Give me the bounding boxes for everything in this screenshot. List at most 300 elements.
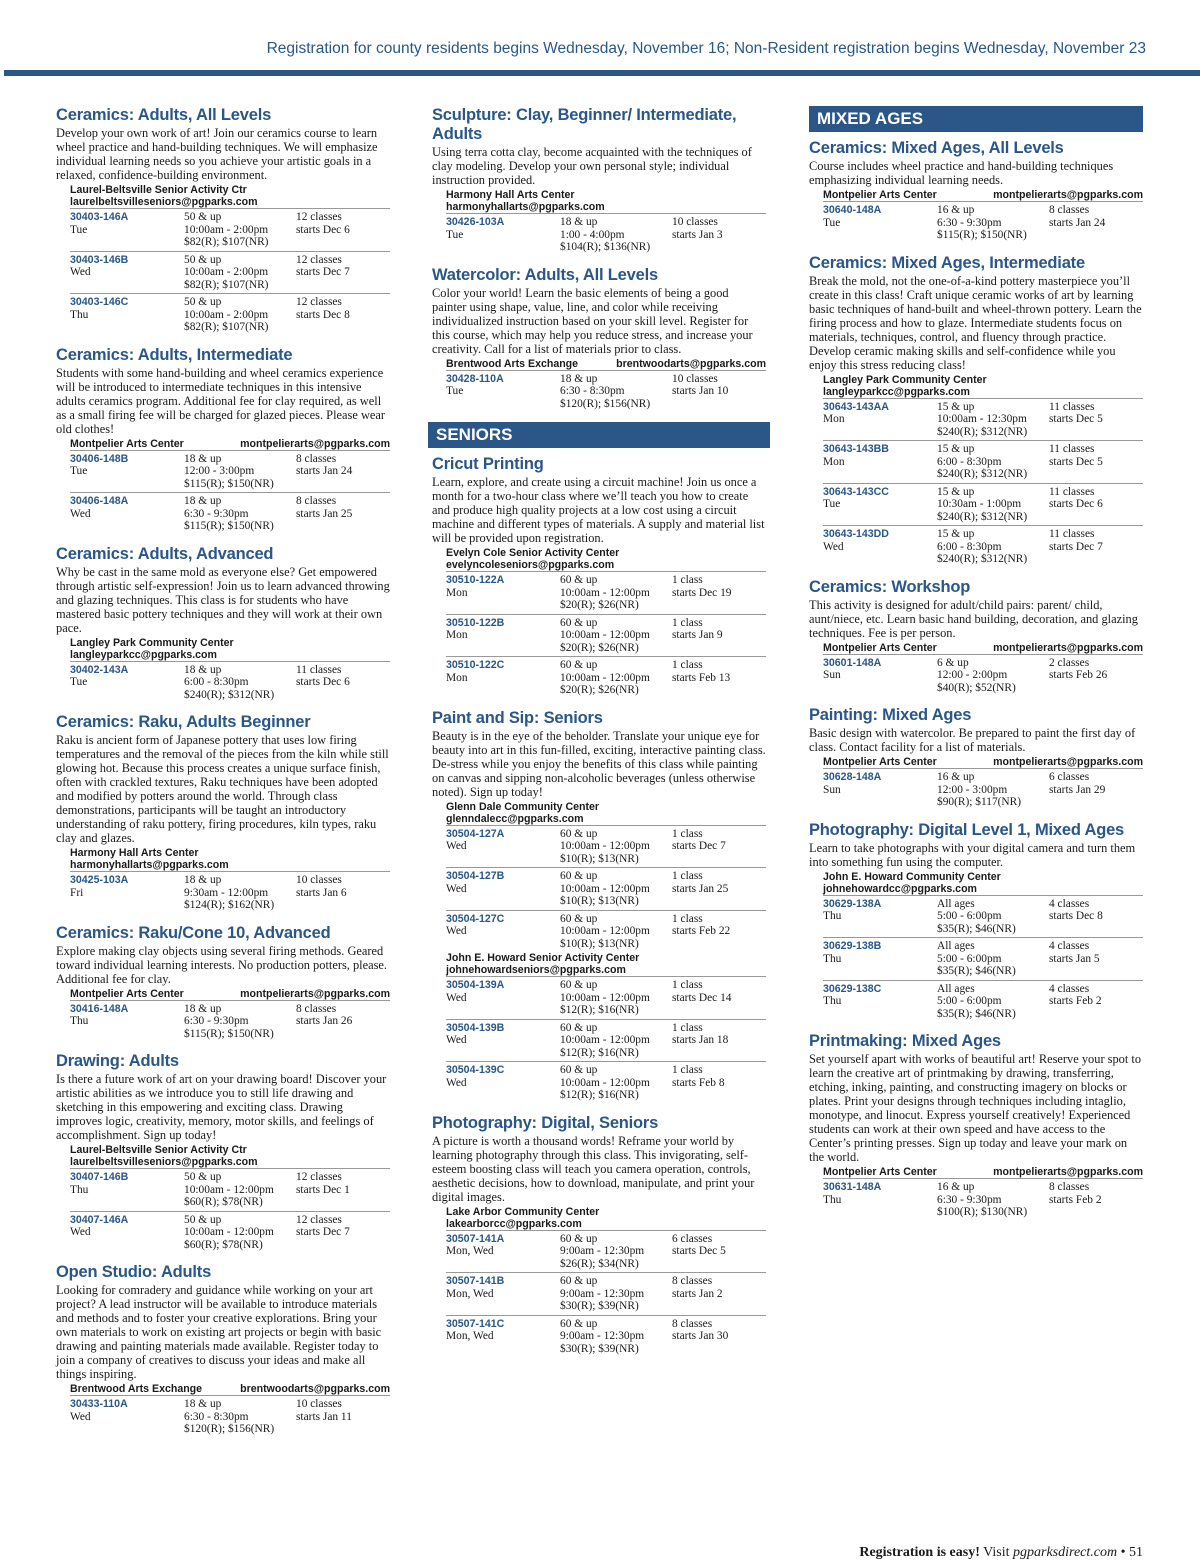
session-fee: $82(R); $107(NR) <box>184 236 269 248</box>
session-row <box>823 483 1143 526</box>
session-spacer <box>823 1008 937 1021</box>
session-spacer <box>823 682 937 695</box>
course-listing <box>432 1114 766 1358</box>
session-age: 18 & up <box>560 372 598 385</box>
session-age: 18 & up <box>184 1002 222 1015</box>
session-age: 16 & up <box>937 1181 975 1193</box>
course-title: Ceramics: Adults, Advanced <box>56 544 274 563</box>
session-start: starts Dec 14 <box>672 991 732 1004</box>
location-name: Harmony Hall Arts Center <box>446 189 575 201</box>
column-2 <box>432 106 766 1367</box>
session-age: 60 & up <box>560 912 598 925</box>
session-start: starts Jan 29 <box>1049 783 1106 796</box>
session-age: 15 & up <box>937 528 975 540</box>
course-listing <box>56 545 390 704</box>
session-count: 1 class <box>672 1064 703 1076</box>
session-spacer <box>70 1028 184 1041</box>
session-spacer <box>823 229 937 242</box>
course-code[interactable]: 30406-148B <box>70 452 129 465</box>
session-row <box>446 370 766 413</box>
session-start: starts Jan 24 <box>296 465 353 477</box>
location-email[interactable]: montpelierarts@pgparks.com <box>240 437 390 450</box>
session-spacer <box>446 1300 560 1313</box>
session-fee: $40(R); $52(NR) <box>937 681 1016 694</box>
session-start: starts Dec 7 <box>672 840 726 852</box>
session-row <box>823 654 1143 697</box>
session-time: 10:00am - 12:30pm <box>937 413 1027 425</box>
course-code[interactable]: 30504-139A <box>446 979 505 991</box>
course-code[interactable]: 30407-146A <box>70 1213 129 1226</box>
session-spacer <box>823 923 937 936</box>
session-day: Thu <box>823 952 842 965</box>
session-day: Wed <box>70 1226 91 1238</box>
session-day: Wed <box>446 840 467 852</box>
session-day: Wed <box>70 1410 91 1423</box>
session-day: Tue <box>70 223 88 236</box>
session-age: 50 & up <box>184 253 222 266</box>
session-count: 11 classes <box>1049 443 1095 455</box>
session-day: Sun <box>823 669 841 681</box>
course-code[interactable]: 30426-103A <box>446 216 505 228</box>
session-day: Thu <box>70 1015 89 1027</box>
session-age: 18 & up <box>560 216 598 228</box>
course-code[interactable]: 30406-148A <box>70 495 129 507</box>
registration-dates-header: Registration for county residents begins Wednesday, November 16; Non-Resident registration begins Wednesday, November 23 <box>266 40 1146 57</box>
session-age: 60 & up <box>560 870 598 882</box>
location-email[interactable]: evelyncoleseniors@pgparks.com <box>446 559 615 571</box>
course-code[interactable]: 30507-141C <box>446 1317 505 1330</box>
location-email[interactable]: brentwoodarts@pgparks.com <box>616 357 766 370</box>
session-time: 10:00am - 12:00pm <box>560 1076 650 1089</box>
session-start: starts Feb 22 <box>672 925 731 937</box>
session-fee: $35(R); $46(NR) <box>937 922 1016 935</box>
session-row <box>446 1019 766 1062</box>
course-code[interactable]: 30629-138C <box>823 982 882 995</box>
session-spacer <box>70 321 184 334</box>
location-name: Montpelier Arts Center <box>70 437 184 450</box>
course-description: Beauty is in the eye of the beholder. Translate your unique eye for beauty into art in this fun-filled, exciting, interactive painting class. De-stress while you enjoy the benefits of this class while painting on canvas and sipping non-alcoholic beverages (unless otherwise noted). Sign up today! <box>432 728 766 799</box>
course-description: A picture is worth a thousand words! Reframe your world by learning photography through this class. This invigorating, self-esteem boosting class will teach you camera operation, controls, aesthetic decisions, how to download, manipulate, and print your digital images. <box>432 1133 755 1204</box>
course-listing <box>432 106 766 256</box>
session-count: 12 classes <box>296 253 342 266</box>
session-row <box>446 825 766 868</box>
location-name: Brentwood Arts Exchange <box>70 1383 203 1395</box>
course-code[interactable]: 30601-148A <box>823 656 882 669</box>
session-count: 1 class <box>672 912 703 925</box>
location-row <box>823 1166 1143 1178</box>
course-code[interactable]: 30510-122B <box>446 616 505 629</box>
session-time: 9:00am - 12:30pm <box>560 1245 645 1257</box>
session-spacer <box>446 398 560 411</box>
session-day: Wed <box>446 991 467 1004</box>
session-day: Wed <box>446 925 467 937</box>
session-day: Mon <box>446 671 468 684</box>
course-code[interactable]: 30643-143DD <box>823 528 889 540</box>
session-time: 6:00 - 8:30pm <box>937 540 1002 553</box>
session-time: 10:00am - 12:00pm <box>184 1183 274 1196</box>
session-count: 4 classes <box>1049 940 1090 952</box>
course-title: Paint and Sip: Seniors <box>432 708 603 727</box>
session-spacer <box>446 642 560 655</box>
session-time: 10:30am - 1:00pm <box>937 498 1022 510</box>
session-day: Mon, Wed <box>446 1245 494 1257</box>
session-time: 6:30 - 9:30pm <box>184 507 249 520</box>
session-count: 11 classes <box>1049 400 1095 413</box>
location-email[interactable]: langleyparkcc@pgparks.com <box>823 385 970 398</box>
course-description: Using terra cotta clay, become acquainted with the techniques of clay modeling. Develop your own personal style; individual instruction provided. <box>432 145 752 187</box>
session-spacer <box>823 965 937 978</box>
session-age: 15 & up <box>937 443 975 455</box>
session-age: 15 & up <box>937 400 975 413</box>
location-name: Montpelier Arts Center <box>70 987 184 1000</box>
location-name: Laurel-Beltsville Senior Activity Ctr <box>70 184 247 196</box>
session-age: 50 & up <box>184 211 222 223</box>
session-count: 8 classes <box>296 1002 337 1015</box>
session-fee: $35(R); $46(NR) <box>937 1007 1016 1020</box>
course-description: Set yourself apart with works of beautiful art! Reserve your spot to learn the creative art of printmaking by drawing, transferring, etching, inking, painting, and constructing imagery on blocks or plates. Print your designs through techniques including intaglio, monotype, and linocut. Express yourself creatively! Experienced students can work at their own speed and have access to the Center’s printing presses. Sign up today and leave your mark on the world. <box>809 1052 1142 1164</box>
course-code[interactable]: 30403-146B <box>70 253 129 266</box>
session-time: 6:30 - 9:30pm <box>937 1193 1002 1206</box>
session-count: 4 classes <box>1049 982 1090 995</box>
session-spacer <box>823 511 937 524</box>
session-count: 12 classes <box>296 1171 342 1183</box>
session-time: 10:00am - 2:00pm <box>184 266 269 278</box>
session-age: 18 & up <box>184 452 222 465</box>
course-description: Explore making clay objects using several firing methods. Geared toward individual learning interests. No production potters, please. Additional fee for clay. <box>56 943 388 986</box>
session-row <box>823 980 1143 1023</box>
session-count: 6 classes <box>1049 771 1090 783</box>
session-start: starts Jan 5 <box>1049 952 1100 965</box>
location-name: Montpelier Arts Center <box>823 641 937 654</box>
footer-url-link[interactable]: pgparksdirect.com <box>1013 1545 1118 1560</box>
session-fee: $115(R); $150(NR) <box>184 1027 274 1040</box>
session-time: 6:00 - 8:30pm <box>184 676 249 688</box>
location-email[interactable]: glenndalecc@pgparks.com <box>446 812 584 825</box>
course-title: Drawing: Adults <box>56 1052 179 1070</box>
session-age: All ages <box>937 940 975 952</box>
location-email[interactable]: montpelierarts@pgparks.com <box>993 1166 1143 1178</box>
location-email[interactable]: laurelbeltsvilleseniors@pgparks.com <box>70 196 258 208</box>
session-time: 9:30am - 12:00pm <box>184 886 269 899</box>
session-row <box>446 614 766 657</box>
course-code[interactable]: 30428-110A <box>446 372 504 385</box>
session-fee: $115(R); $150(NR) <box>937 229 1027 241</box>
course-code[interactable]: 30510-122A <box>446 574 505 586</box>
session-fee: $104(R); $136(NR) <box>560 241 651 253</box>
session-row <box>70 661 390 704</box>
location-name: Lake Arbor Community Center <box>446 1205 600 1218</box>
location-email[interactable]: johnehowardseniors@pgparks.com <box>446 964 626 976</box>
session-age: 50 & up <box>184 296 222 308</box>
session-spacer <box>446 1089 560 1102</box>
session-time: 1:00 - 4:00pm <box>560 228 625 241</box>
course-code[interactable]: 30640-148A <box>823 204 882 216</box>
session-fee: $82(R); $107(NR) <box>184 278 269 291</box>
session-count: 11 classes <box>296 663 342 676</box>
session-spacer <box>823 468 937 481</box>
session-time: 10:00am - 2:00pm <box>184 223 269 236</box>
course-code[interactable]: 30425-103A <box>70 874 129 886</box>
session-fee: $240(R); $312(NR) <box>937 468 1028 480</box>
session-count: 1 class <box>672 616 703 629</box>
session-row <box>70 251 390 294</box>
session-day: Tue <box>823 498 841 510</box>
session-count: 1 class <box>672 827 703 840</box>
session-spacer <box>446 599 560 612</box>
session-day: Wed <box>446 1034 467 1046</box>
course-listing <box>432 266 766 413</box>
session-day: Wed <box>446 882 467 895</box>
course-code[interactable]: 30504-139B <box>446 1021 505 1034</box>
course-title: Ceramics: Workshop <box>809 577 971 596</box>
session-start: starts Jan 24 <box>1049 216 1106 229</box>
course-title: Ceramics: Raku, Adults Beginner <box>56 713 311 731</box>
session-fee: $12(R); $16(NR) <box>560 1089 639 1101</box>
location-row <box>70 438 390 450</box>
course-title: Printmaking: Mixed Ages <box>809 1032 1001 1050</box>
session-count: 8 classes <box>672 1317 713 1330</box>
session-age: 60 & up <box>560 1064 598 1076</box>
session-fee: $124(R); $162(NR) <box>184 899 275 911</box>
session-age: 15 & up <box>937 485 975 498</box>
session-fee: $120(R); $156(NR) <box>184 1423 275 1435</box>
session-spacer <box>823 1206 937 1219</box>
course-listing <box>56 346 390 535</box>
session-fee: $240(R); $312(NR) <box>937 510 1028 523</box>
session-age: All ages <box>937 982 975 995</box>
location-email[interactable]: lakearborcc@pgparks.com <box>446 1217 582 1230</box>
session-fee: $120(R); $156(NR) <box>560 397 651 410</box>
course-code[interactable]: 30504-139C <box>446 1064 505 1076</box>
session-age: 60 & up <box>560 1021 598 1034</box>
session-age: 16 & up <box>937 204 975 216</box>
session-row <box>70 1395 390 1438</box>
course-code[interactable]: 30504-127B <box>446 870 505 882</box>
course-code[interactable]: 30643-143CC <box>823 485 889 498</box>
course-listing <box>809 821 1143 1023</box>
course-code[interactable]: 30407-146B <box>70 1171 129 1183</box>
session-start: starts Jan 9 <box>672 629 723 641</box>
session-age: 18 & up <box>184 495 222 507</box>
session-age: 60 & up <box>560 574 598 586</box>
session-time: 5:00 - 6:00pm <box>937 910 1002 922</box>
session-fee: $10(R); $13(NR) <box>560 895 639 907</box>
session-fee: $60(R); $78(NR) <box>184 1238 263 1251</box>
session-day: Wed <box>70 266 91 278</box>
course-code[interactable]: 30643-143AA <box>823 400 889 413</box>
location-email[interactable]: montpelierarts@pgparks.com <box>240 987 390 1000</box>
section-header: SENIORS <box>428 422 770 448</box>
course-listing <box>56 106 390 336</box>
course-code[interactable]: 30631-148A <box>823 1181 882 1193</box>
session-fee: $30(R); $39(NR) <box>560 1342 639 1355</box>
session-start: starts Feb 2 <box>1049 995 1102 1007</box>
session-row <box>70 208 390 251</box>
course-listing <box>809 1032 1143 1221</box>
location-email[interactable]: montpelierarts@pgparks.com <box>993 641 1143 654</box>
session-count: 10 classes <box>296 1398 342 1410</box>
session-count: 2 classes <box>1049 656 1090 669</box>
session-time: 10:00am - 12:00pm <box>560 925 650 937</box>
session-spacer <box>446 1258 560 1271</box>
session-spacer <box>446 684 560 697</box>
session-fee: $12(R); $16(NR) <box>560 1046 639 1059</box>
session-start: starts Jan 10 <box>672 385 729 397</box>
course-code[interactable]: 30629-138A <box>823 897 882 910</box>
session-day: Thu <box>70 308 89 321</box>
course-listing <box>56 1263 390 1438</box>
session-fee: $240(R); $312(NR) <box>184 688 275 701</box>
session-time: 10:00am - 12:00pm <box>560 1034 650 1046</box>
session-count: 1 class <box>672 659 703 671</box>
course-listing <box>809 578 1143 697</box>
session-age: 60 & up <box>560 979 598 991</box>
session-spacer <box>70 1239 184 1252</box>
course-description: Learn to take photographs with your digital camera and turn them into something fun using the computer. <box>809 840 1136 869</box>
session-time: 12:00 - 2:00pm <box>937 669 1008 681</box>
location-email[interactable]: montpelierarts@pgparks.com <box>993 189 1143 201</box>
session-start: starts Dec 6 <box>296 676 350 688</box>
course-code[interactable]: 30416-148A <box>70 1002 129 1015</box>
session-start: starts Dec 5 <box>1049 455 1103 468</box>
course-description: Color your world! Learn the basic elements of being a good painter using shape, value, line, and color while receiving individualized instruction based on your skill level. Register for this course, which may help you reduce stress, and increase your creativity. Call for a list of materials prior to class. <box>432 285 753 356</box>
session-count: 10 classes <box>296 874 342 886</box>
location-email[interactable]: montpelierarts@pgparks.com <box>993 756 1143 768</box>
session-spacer <box>823 553 937 566</box>
session-spacer <box>823 796 937 809</box>
session-count: 1 class <box>672 979 703 991</box>
course-description: Learn, explore, and create using a circuit machine! Join us once a month for a two-hour class where we’ll teach you how to create and produce high quality projects at a low cost using a circuit machine and different types of materials. A supply and material list will be provided upon registration. <box>432 475 765 545</box>
course-listing <box>432 709 766 1104</box>
session-spacer <box>446 1343 560 1356</box>
session-spacer <box>446 1004 560 1017</box>
session-time: 10:00am - 12:00pm <box>184 1226 274 1238</box>
session-day: Tue <box>446 385 464 397</box>
session-day: Thu <box>823 910 842 922</box>
session-day: Mon <box>823 455 845 468</box>
column-1 <box>56 106 390 1448</box>
session-time: 10:00am - 2:00pm <box>184 308 269 321</box>
session-age: 60 & up <box>560 1232 598 1245</box>
session-age: 6 & up <box>937 656 969 669</box>
course-description: Is there a future work of art on your drawing board! Discover your artistic abilities as we introduce you to still life drawing and sketching in this empowering and exciting class. Drawing improves logic, creativity, memory, motor skills, and feelings of accomplishment. Sign up today! <box>56 1072 387 1142</box>
session-start: starts Jan 18 <box>672 1034 729 1046</box>
session-time: 9:00am - 12:30pm <box>560 1330 645 1342</box>
course-code[interactable]: 30403-146A <box>70 211 129 223</box>
course-title: Ceramics: Adults, Intermediate <box>56 345 293 364</box>
session-row <box>70 871 390 914</box>
session-fee: $115(R); $150(NR) <box>184 477 274 490</box>
session-fee: $30(R); $39(NR) <box>560 1300 639 1312</box>
section-header: MIXED AGES <box>809 106 1143 132</box>
session-time: 6:30 - 8:30pm <box>560 385 625 397</box>
course-title: Ceramics: Mixed Ages, All Levels <box>809 139 1064 157</box>
course-listing <box>809 254 1143 568</box>
course-description: Looking for comradery and guidance while working on your art project? A lead instructor will be available to introduce materials and methods and to foster your creative explorations. Bring your own materials to work on existing art projects or begin with basic drawing and painting materials made available. Register today to join a company of creatives to discuss your ideas and make all things inspiring. <box>56 1283 382 1381</box>
footer-separator: • <box>1120 1545 1126 1560</box>
session-row <box>823 1178 1143 1221</box>
course-code[interactable]: 30504-127C <box>446 912 505 925</box>
location-email[interactable]: langleyparkcc@pgparks.com <box>70 648 217 661</box>
session-row <box>70 492 390 535</box>
course-listing <box>432 455 766 699</box>
course-code[interactable]: 30402-143A <box>70 663 129 676</box>
course-code[interactable]: 30628-148A <box>823 771 882 783</box>
session-day: Thu <box>70 1183 89 1196</box>
session-day: Wed <box>823 540 844 553</box>
session-time: 6:30 - 8:30pm <box>184 1410 249 1423</box>
course-title: Painting: Mixed Ages <box>809 706 972 724</box>
location-name: John E. Howard Community Center <box>823 870 1001 883</box>
course-code[interactable]: 30629-138B <box>823 940 882 952</box>
course-listing <box>56 1052 390 1253</box>
session-count: 1 class <box>672 870 703 882</box>
session-row <box>70 293 390 336</box>
session-day: Thu <box>823 1193 842 1206</box>
course-description: Course includes wheel practice and hand-building techniques emphasizing individual learning needs. <box>809 159 1114 187</box>
location-email[interactable]: johnehowardcc@pgparks.com <box>823 882 977 895</box>
location-row <box>70 988 390 1000</box>
session-count: 8 classes <box>1049 1181 1090 1193</box>
course-code[interactable]: 30507-141B <box>446 1275 505 1287</box>
location-email[interactable]: brentwoodarts@pgparks.com <box>240 1383 390 1395</box>
session-fee: $82(R); $107(NR) <box>184 321 269 333</box>
location-email[interactable]: harmonyhallarts@pgparks.com <box>446 201 605 213</box>
session-day: Sun <box>823 783 841 796</box>
session-spacer <box>70 899 184 912</box>
session-count: 4 classes <box>1049 897 1090 910</box>
session-count: 11 classes <box>1049 528 1095 540</box>
session-start: starts Dec 6 <box>1049 498 1103 510</box>
session-spacer <box>70 1196 184 1209</box>
session-day: Mon <box>823 413 845 425</box>
column-3 <box>809 106 1143 1231</box>
session-day: Fri <box>70 886 84 899</box>
session-row <box>823 937 1143 980</box>
session-row <box>823 895 1143 938</box>
location-email[interactable]: harmonyhallarts@pgparks.com <box>70 859 229 871</box>
course-description: Develop your own work of art! Join our ceramics course to learn wheel practice and hand-building techniques. We will emphasize individual learning needs so you achieve your artistic goals in a relaxed, confidence-building environment. <box>56 126 378 182</box>
course-code[interactable]: 30433-110A <box>70 1398 128 1410</box>
session-start: starts Dec 6 <box>296 223 350 236</box>
location-name: Montpelier Arts Center <box>823 756 937 768</box>
session-row <box>823 440 1143 483</box>
session-time: 9:00am - 12:30pm <box>560 1287 645 1300</box>
session-time: 10:00am - 12:00pm <box>560 882 650 895</box>
course-description: Basic design with watercolor. Be prepared to paint the first day of class. Contact facility for a list of materials. <box>809 726 1136 754</box>
session-fee: $26(R); $34(NR) <box>560 1257 639 1270</box>
course-code[interactable]: 30510-122C <box>446 659 505 671</box>
session-start: starts Jan 25 <box>672 882 729 895</box>
session-row <box>446 571 766 614</box>
session-age: 16 & up <box>937 771 975 783</box>
session-fee: $90(R); $117(NR) <box>937 796 1022 808</box>
session-day: Mon <box>446 629 468 641</box>
session-count: 6 classes <box>672 1232 713 1245</box>
course-code[interactable]: 30403-146C <box>70 296 129 308</box>
location-email[interactable]: laurelbeltsvilleseniors@pgparks.com <box>70 1156 258 1168</box>
session-count: 1 class <box>672 1021 703 1034</box>
course-code[interactable]: 30504-127A <box>446 827 505 840</box>
session-start: starts Dec 19 <box>672 586 732 599</box>
session-count: 10 classes <box>672 216 718 228</box>
header-rule <box>4 70 1200 76</box>
course-code[interactable]: 30643-143BB <box>823 443 889 455</box>
course-code[interactable]: 30507-141A <box>446 1232 505 1245</box>
session-time: 5:00 - 6:00pm <box>937 995 1002 1007</box>
session-row <box>446 1315 766 1358</box>
session-row <box>446 1061 766 1104</box>
